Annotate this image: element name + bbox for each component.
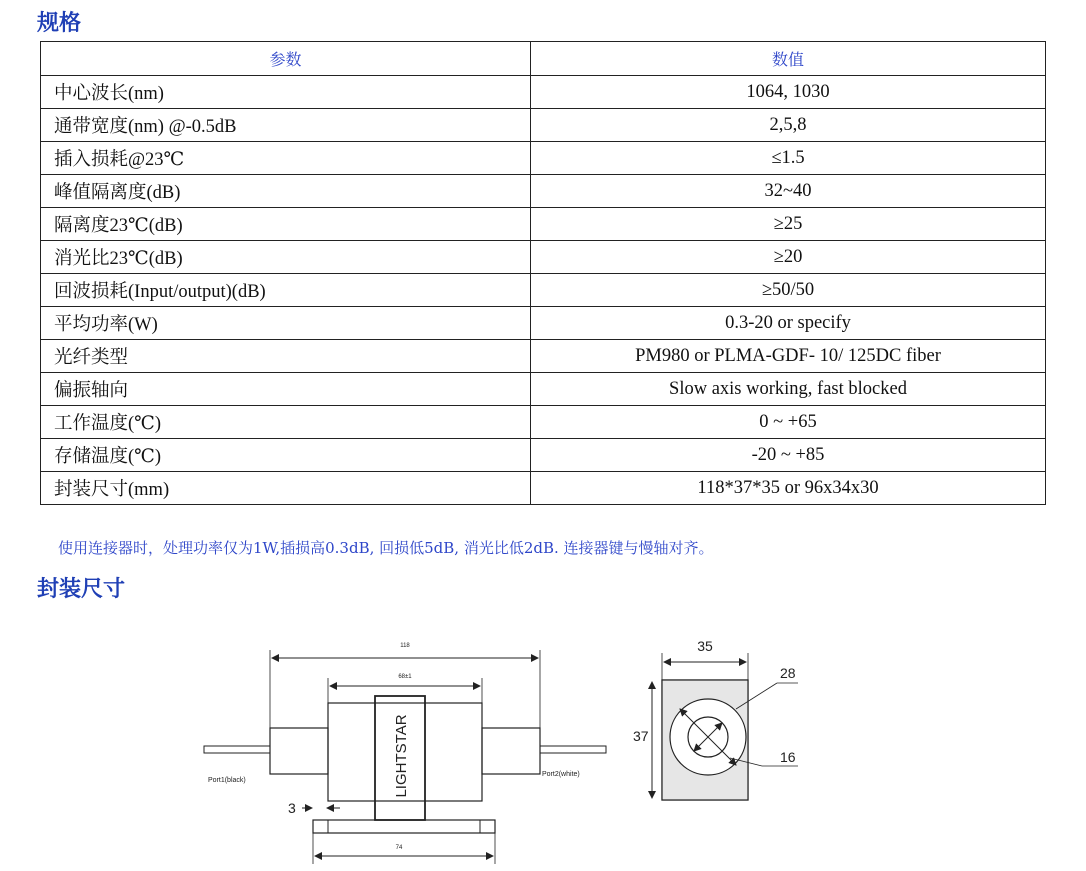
value-cell: 2,5,8 — [531, 109, 1046, 142]
table-row — [41, 142, 1046, 175]
table-row — [41, 340, 1046, 373]
dim-body-length: 68±1 — [398, 674, 412, 680]
table-row — [41, 241, 1046, 274]
param-cell: 回波损耗(Input/output)(dB) — [41, 274, 531, 307]
value-cell: ≥25 — [531, 208, 1046, 241]
param-cell: 通带宽度(nm) @-0.5dB — [41, 109, 531, 142]
table-row — [41, 76, 1046, 109]
value-cell: ≥50/50 — [531, 274, 1046, 307]
param-cell: 插入损耗@23℃ — [41, 142, 531, 175]
value-cell: 118*37*35 or 96x34x30 — [531, 472, 1046, 505]
port1-label: Port1(black) — [208, 777, 246, 784]
value-cell: ≥20 — [531, 241, 1046, 274]
table-row — [41, 406, 1046, 439]
param-cell: 存储温度(℃) — [41, 439, 531, 472]
spec-heading: 规格 — [37, 11, 82, 36]
side-view — [204, 643, 606, 864]
param-cell: 平均功率(W) — [41, 307, 531, 340]
value-cell: PM980 or PLMA-GDF- 10/ 125DC fiber — [531, 340, 1046, 373]
dim-overall-length: 118 — [400, 643, 410, 649]
port2-label: Port2(white) — [542, 771, 580, 778]
fiber-left — [204, 746, 270, 753]
table-row — [41, 175, 1046, 208]
connector-note: 使用连接器时，处理功率仅为1W,插损高0.3dB, 回损低5dB, 消光比低2dB. 连接器键与慢轴对齐。 — [58, 539, 714, 557]
param-cell: 隔离度23℃(dB) — [41, 208, 531, 241]
header-value: 数值 — [531, 42, 1046, 76]
table-row — [41, 439, 1046, 472]
base-plate — [313, 820, 495, 833]
value-cell: 32~40 — [531, 175, 1046, 208]
package-heading: 封装尺寸 — [37, 577, 126, 602]
param-cell: 消光比23℃(dB) — [41, 241, 531, 274]
value-cell: 0.3-20 or specify — [531, 307, 1046, 340]
brand-label: LIGHTSTAR — [393, 714, 410, 798]
param-cell: 封装尺寸(mm) — [41, 472, 531, 505]
end-cap-right — [482, 728, 540, 774]
dim-outer-dia: 28 — [780, 665, 796, 681]
param-cell: 光纤类型 — [41, 340, 531, 373]
dim-inner-dia: 16 — [780, 749, 796, 765]
table-row — [41, 109, 1046, 142]
param-cell: 中心波长(nm) — [41, 76, 531, 109]
package-dimension-drawing — [202, 608, 842, 870]
param-cell: 工作温度(℃) — [41, 406, 531, 439]
value-cell: ≤1.5 — [531, 142, 1046, 175]
table-row — [41, 307, 1046, 340]
spec-table — [40, 41, 1046, 505]
value-cell: 1064, 1030 — [531, 76, 1046, 109]
param-cell: 偏振轴向 — [41, 373, 531, 406]
dim-height: 37 — [633, 728, 649, 744]
end-cap-left — [270, 728, 328, 774]
table-row — [41, 274, 1046, 307]
table-row — [41, 472, 1046, 505]
param-cell: 峰值隔离度(dB) — [41, 175, 531, 208]
value-cell: 0 ~ +65 — [531, 406, 1046, 439]
fiber-right — [540, 746, 606, 753]
end-view — [633, 638, 798, 800]
header-param: 参数 — [41, 42, 531, 76]
dim-base-length: 74 — [395, 845, 403, 851]
table-row — [41, 208, 1046, 241]
dim-width: 35 — [697, 638, 713, 654]
table-header-row — [41, 42, 1046, 76]
table-row — [41, 373, 1046, 406]
value-cell: -20 ~ +85 — [531, 439, 1046, 472]
dim-gap: 3 — [288, 800, 296, 816]
value-cell: Slow axis working, fast blocked — [531, 373, 1046, 406]
